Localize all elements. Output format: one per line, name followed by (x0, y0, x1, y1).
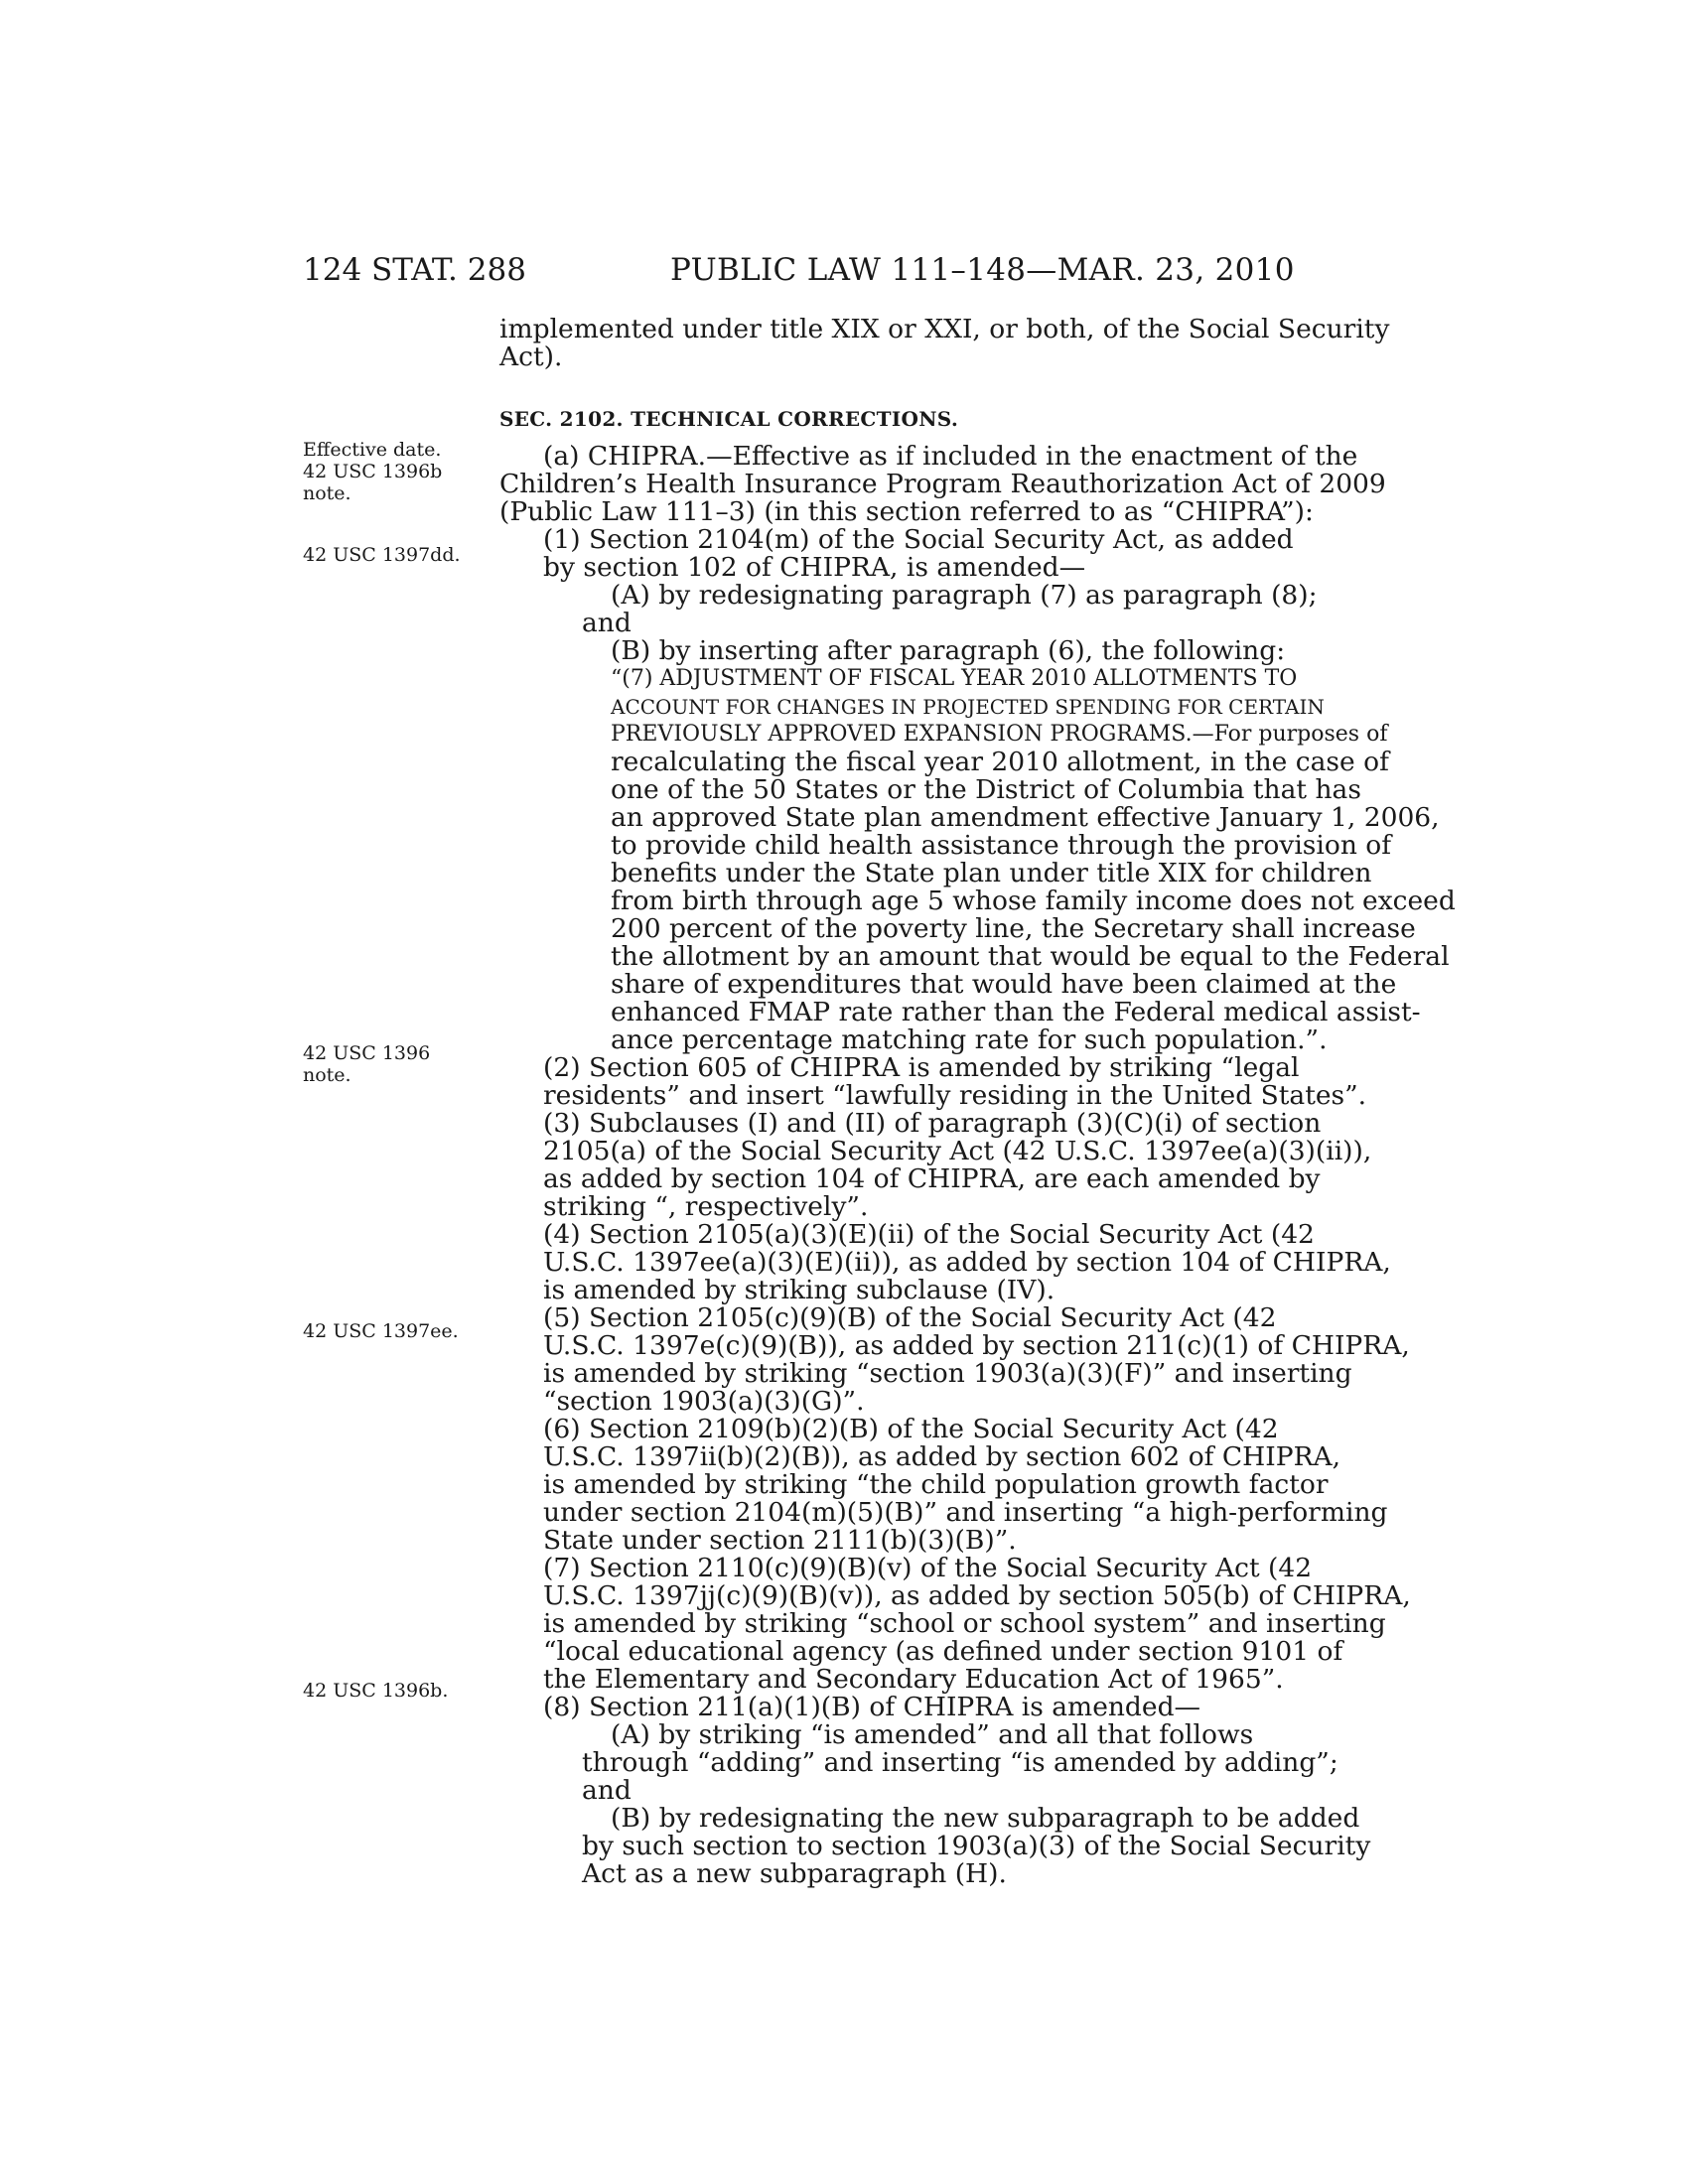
text-line: by such section to section 1903(a)(3) of the Social Security (582, 1831, 1371, 1861)
text-line: (1) Section 2104(m) of the Social Security Act, as added (543, 524, 1294, 555)
text-line: residents” and insert “lawfully residing in the United States”. (543, 1080, 1367, 1111)
text-line: State under section 2111(b)(3)(B)”. (543, 1525, 1017, 1556)
text-line: enhanced FMAP rate rather than the Federal medical assist- (611, 997, 1421, 1027)
section-heading: SEC. 2102. TECHNICAL CORRECTIONS. (499, 407, 959, 431)
text-line: “section 1903(a)(3)(G)”. (543, 1386, 865, 1417)
text-line: (B) by inserting after paragraph (6), the following: (611, 635, 1286, 666)
text-line: one of the 50 States or the District of Columbia that has (611, 774, 1361, 805)
margin-note-effective-date (303, 439, 492, 504)
text-line: U.S.C. 1397jj(c)(9)(B)(v)), as added by section 505(b) of CHIPRA, (543, 1580, 1411, 1611)
text-line: share of expenditures that would have been claimed at the (611, 969, 1397, 1000)
text-line: is amended by striking subclause (IV). (543, 1275, 1055, 1305)
text-line: by section 102 of CHIPRA, is amended— (543, 552, 1086, 583)
text-line: an approved State plan amendment effective January 1, 2006, (611, 802, 1440, 833)
stat-page-number: 124 STAT. 288 (303, 252, 526, 288)
margin-note-1397ee (303, 1320, 492, 1342)
text-line: “local educational agency (as defined under section 9101 of (543, 1636, 1343, 1667)
text-line: ance percentage matching rate for such population.”. (611, 1024, 1328, 1055)
text-line: as added by section 104 of CHIPRA, are each amended by (543, 1163, 1321, 1194)
text-line: (Public Law 111–3) (in this section referred to as “CHIPRA”): (499, 496, 1314, 527)
margin-note-line: 42 USC 1397dd. (303, 544, 461, 566)
text-line: (8) Section 211(a)(1)(B) of CHIPRA is amended— (543, 1692, 1201, 1722)
text-line: (4) Section 2105(a)(3)(E)(ii) of the Social Security Act (42 (543, 1219, 1315, 1250)
text-line: benefits under the State plan under title XIX for children (611, 858, 1372, 888)
margin-note-line: 42 USC 1397ee. (303, 1320, 459, 1342)
text-line: U.S.C. 1397ii(b)(2)(B)), as added by section 602 of CHIPRA, (543, 1441, 1341, 1472)
text-line: (6) Section 2109(b)(2)(B) of the Social Security Act (42 (543, 1414, 1279, 1444)
text-line: implemented under title XIX or XXI, or both, of the Social Security (499, 314, 1390, 344)
margin-note-line: 42 USC 1396b (303, 461, 443, 482)
text-line: to provide child health assistance through the provision of (611, 830, 1392, 861)
text-line: U.S.C. 1397e(c)(9)(B)), as added by section 211(c)(1) of CHIPRA, (543, 1330, 1410, 1361)
text-line: (7) Section 2110(c)(9)(B)(v) of the Social Security Act (42 (543, 1553, 1313, 1583)
margin-note-1396 (303, 1042, 492, 1086)
text-line: Act). (499, 341, 563, 372)
text-line: through “adding” and inserting “is amended by adding”; (582, 1747, 1338, 1778)
text-line: the Elementary and Secondary Education Act of 1965”. (543, 1664, 1284, 1695)
text-line: 2105(a) of the Social Security Act (42 U.S.C. 1397ee(a)(3)(ii)), (543, 1136, 1372, 1166)
running-title: PUBLIC LAW 111–148—MAR. 23, 2010 (670, 252, 1295, 288)
text-line: (3) Subclauses (I) and (II) of paragraph (3)(C)(i) of section (543, 1108, 1322, 1139)
document-body (499, 314, 1456, 1889)
text-line: “(7) ADJUSTMENT OF FISCAL YEAR 2010 ALLOTMENTS TO (611, 666, 1298, 691)
text-line: Children’s Health Insurance Program Reauthorization Act of 2009 (499, 469, 1386, 499)
margin-note-line: Effective date. (303, 439, 442, 461)
margin-note-line: note. (303, 482, 352, 504)
text-line: PREVIOUSLY APPROVED EXPANSION PROGRAMS.—For purposes of (611, 722, 1388, 747)
margin-note-line: note. (303, 1064, 352, 1086)
text-line: (A) by redesignating paragraph (7) as paragraph (8); (611, 580, 1318, 611)
text-line: under section 2104(m)(5)(B)” and inserting “a high-performing (543, 1497, 1388, 1528)
margin-note-1396b (303, 1680, 492, 1702)
margin-note-1397dd (303, 544, 492, 566)
text-line: and (582, 608, 632, 638)
text-line: (a) CHIPRA.—Effective as if included in the enactment of the (543, 441, 1358, 472)
text-line: U.S.C. 1397ee(a)(3)(E)(ii)), as added by section 104 of CHIPRA, (543, 1247, 1391, 1278)
text-line: 200 percent of the poverty line, the Secretary shall increase (611, 913, 1416, 944)
margin-note-line: 42 USC 1396 (303, 1042, 431, 1064)
margin-note-line: 42 USC 1396b. (303, 1680, 449, 1702)
text-line: and (582, 1775, 632, 1806)
text-line: (B) by redesignating the new subparagraph to be added (611, 1803, 1360, 1834)
text-line: (2) Section 605 of CHIPRA is amended by striking “legal (543, 1052, 1300, 1083)
text-line: Act as a new subparagraph (H). (582, 1858, 1007, 1889)
section-text (499, 441, 1456, 1889)
text-line: recalculating the fiscal year 2010 allotment, in the case of (611, 747, 1389, 777)
text-line: (5) Section 2105(c)(9)(B) of the Social Security Act (42 (543, 1302, 1277, 1333)
text-line: is amended by striking “section 1903(a)(3)(F)” and inserting (543, 1358, 1352, 1389)
intro-text (499, 314, 1390, 372)
text-line: is amended by striking “school or school system” and inserting (543, 1608, 1386, 1639)
text-line: (A) by striking “is amended” and all that follows (611, 1719, 1254, 1750)
text-line: is amended by striking “the child population growth factor (543, 1469, 1329, 1500)
page-header (303, 250, 1375, 290)
text-line: striking “, respectively”. (543, 1191, 869, 1222)
text-line: the allotment by an amount that would be equal to the Federal (611, 941, 1450, 972)
text-line: ACCOUNT FOR CHANGES IN PROJECTED SPENDING FOR CERTAIN (611, 695, 1325, 719)
text-line: from birth through age 5 whose family income does not exceed (611, 886, 1456, 916)
